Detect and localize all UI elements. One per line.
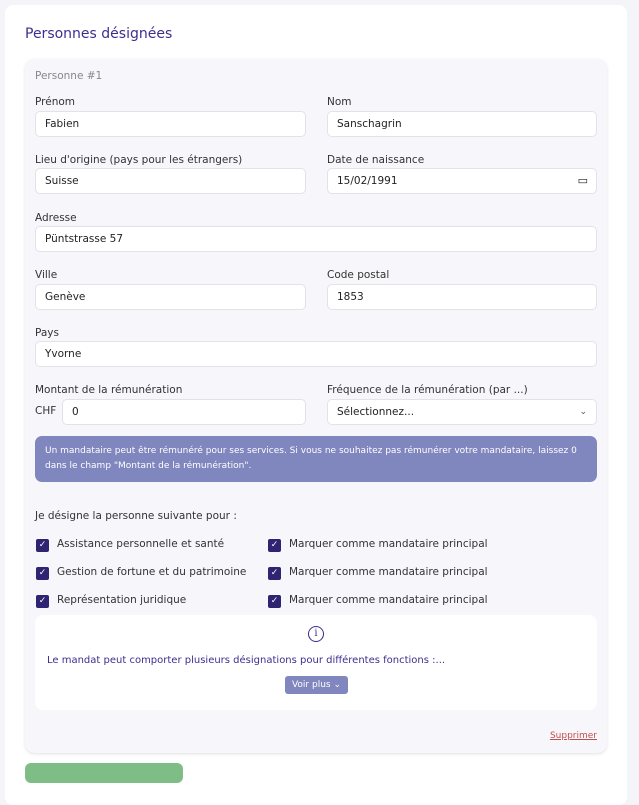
role-label: Assistance personnelle et santé bbox=[57, 538, 225, 550]
frequence-value: Sélectionnez... bbox=[337, 406, 415, 418]
frequence-select[interactable] bbox=[327, 399, 597, 425]
frequence-label: Fréquence de la rémunération (par ...) bbox=[327, 384, 528, 396]
nom-input[interactable] bbox=[327, 111, 597, 137]
role-label: Gestion de fortune et du patrimoine bbox=[57, 566, 247, 578]
principal-label: Marquer comme mandataire principal bbox=[289, 538, 488, 550]
remuneration-note: Un mandataire peut être rémunéré pour ses services. Si vous ne souhaitez pas rémunérer votre mandataire, laissez 0 dans le champ "Montant de la rémunération". bbox=[35, 436, 597, 482]
naissance-label: Date de naissance bbox=[327, 154, 425, 166]
person-panel bbox=[25, 59, 607, 753]
info-text: Le mandat peut comporter plusieurs désignations pour différentes fonctions :... bbox=[47, 655, 446, 666]
ville-label: Ville bbox=[35, 269, 58, 281]
add-person-button[interactable] bbox=[25, 763, 183, 783]
principal-checkbox-juridique[interactable]: ✓ bbox=[268, 595, 281, 608]
adresse-input[interactable] bbox=[35, 226, 597, 252]
adresse-label: Adresse bbox=[35, 212, 77, 224]
prenom-label: Prénom bbox=[35, 96, 76, 108]
role-checkbox-juridique[interactable]: ✓ bbox=[36, 595, 49, 608]
lieu-input[interactable] bbox=[35, 168, 306, 194]
role-checkbox-fortune[interactable]: ✓ bbox=[36, 567, 49, 580]
chevron-down-icon: ⌄ bbox=[579, 407, 587, 417]
principal-checkbox-fortune[interactable]: ✓ bbox=[268, 567, 281, 580]
principal-label: Marquer comme mandataire principal bbox=[289, 566, 488, 578]
principal-checkbox-assistance[interactable]: ✓ bbox=[268, 539, 281, 552]
section-title: Personnes désignées bbox=[25, 26, 173, 42]
supprimer-link[interactable]: Supprimer bbox=[549, 731, 597, 741]
lieu-label: Lieu d'origine (pays pour les étrangers) bbox=[35, 154, 243, 166]
naissance-input[interactable] bbox=[327, 168, 597, 194]
montant-label: Montant de la rémunération bbox=[35, 384, 183, 396]
pays-label: Pays bbox=[35, 327, 59, 339]
designe-label: Je désigne la personne suivante pour : bbox=[35, 510, 237, 522]
montant-input[interactable] bbox=[62, 399, 306, 425]
nom-label: Nom bbox=[327, 96, 352, 108]
info-icon: i bbox=[308, 626, 324, 642]
person-subtitle: Personne #1 bbox=[35, 70, 103, 82]
prenom-input[interactable] bbox=[35, 111, 306, 137]
chevron-down-icon: ⌄ bbox=[333, 680, 342, 690]
principal-label: Marquer comme mandataire principal bbox=[289, 594, 488, 606]
info-card bbox=[35, 615, 597, 710]
code-postal-input[interactable] bbox=[327, 284, 597, 310]
calendar-icon[interactable]: ▭ bbox=[577, 174, 588, 187]
role-label: Représentation juridique bbox=[57, 594, 187, 606]
voir-plus-label: Voir plus bbox=[291, 680, 331, 690]
voir-plus-button[interactable] bbox=[285, 676, 348, 694]
role-checkbox-assistance[interactable]: ✓ bbox=[36, 539, 49, 552]
pays-input[interactable] bbox=[35, 341, 597, 367]
currency-label: CHF bbox=[35, 405, 57, 417]
naissance-value: 15/02/1991 bbox=[337, 175, 398, 187]
ville-input[interactable] bbox=[35, 284, 306, 310]
code-postal-label: Code postal bbox=[327, 269, 390, 281]
